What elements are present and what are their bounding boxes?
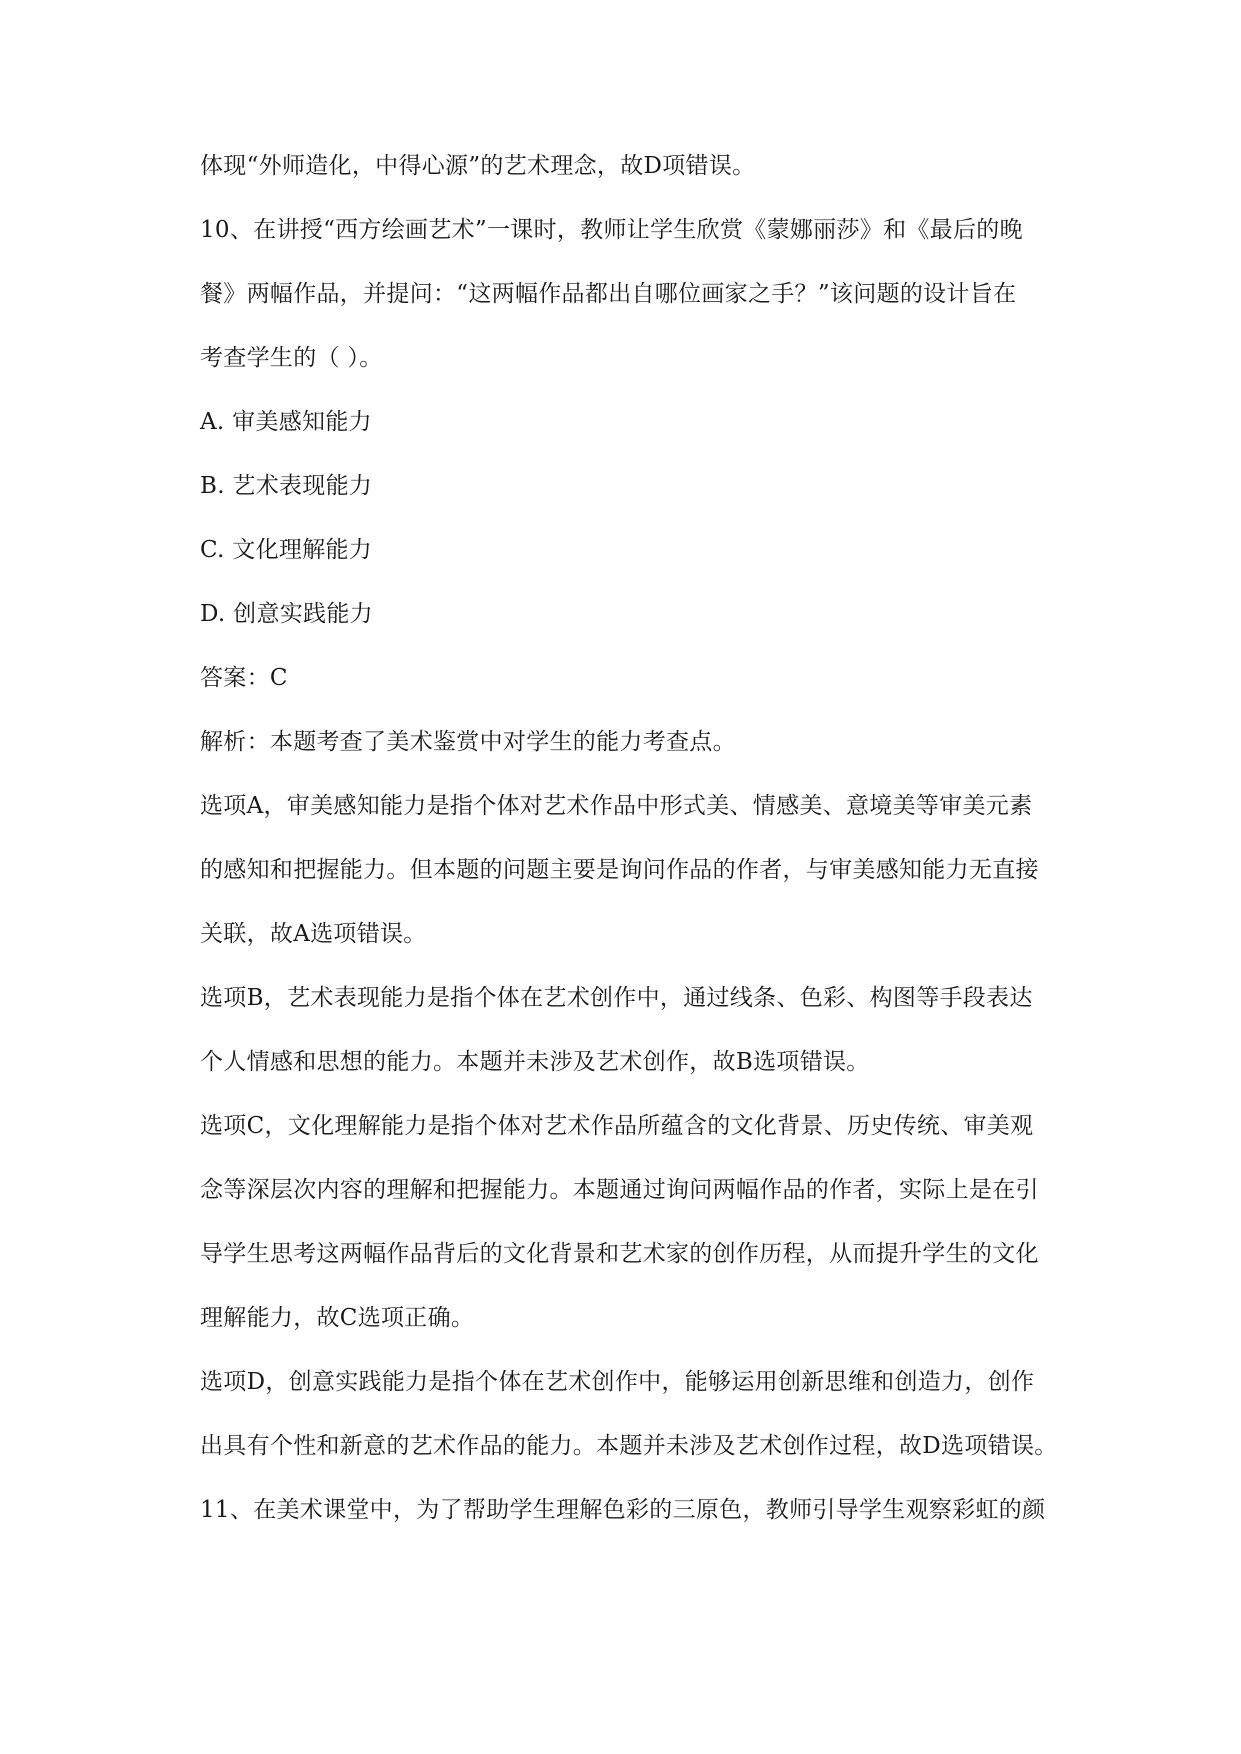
option-a: A. 审美感知能力 xyxy=(200,409,372,435)
analysis-line: 解析：本题考查了美术鉴赏中对学生的能力考查点。 xyxy=(200,729,736,755)
question-11-line: 11、在美术课堂中，为了帮助学生理解色彩的三原色，教师引导学生观察彩虹的颜 xyxy=(200,1497,1046,1523)
text-line: 关联，故A选项错误。 xyxy=(200,921,427,947)
question-10-line: 10、在讲授“西方绘画艺术”一课时，教师让学生欣赏《蒙娜丽莎》和《最后的晚 xyxy=(200,217,1023,243)
text-line: 选项B，艺术表现能力是指个体在艺术创作中，通过线条、色彩、构图等手段表达 xyxy=(200,985,1033,1011)
text-line: 导学生思考这两幅作品背后的文化背景和艺术家的创作历程，从而提升学生的文化 xyxy=(200,1241,1039,1267)
answer-line: 答案：C xyxy=(200,665,288,691)
text-line: 出具有个性和新意的艺术作品的能力。本题并未涉及艺术创作过程，故D选项错误。 xyxy=(200,1433,1058,1459)
text-line: 理解能力，故C选项正确。 xyxy=(200,1305,475,1331)
text-line: 体现“外师造化，中得心源”的艺术理念，故D项错误。 xyxy=(200,153,756,179)
text-line: 考查学生的（ ）。 xyxy=(200,345,383,371)
option-d: D. 创意实践能力 xyxy=(200,601,373,627)
text-line: 选项D，创意实践能力是指个体在艺术创作中，能够运用创新思维和创造力，创作 xyxy=(200,1369,1035,1395)
text-line: 餐》两幅作品，并提问：“这两幅作品都出自哪位画家之手？”该问题的设计旨在 xyxy=(200,281,1017,307)
option-b: B. 艺术表现能力 xyxy=(200,473,373,499)
text-line: 的感知和把握能力。但本题的问题主要是询问作品的作者，与审美感知能力无直接 xyxy=(200,857,1039,883)
text-line: 选项A，审美感知能力是指个体对艺术作品中形式美、情感美、意境美等审美元素 xyxy=(200,793,1033,819)
text-line: 选项C，文化理解能力是指个体对艺术作品所蕴含的文化背景、历史传统、审美观 xyxy=(200,1113,1034,1139)
option-c: C. 文化理解能力 xyxy=(200,537,373,563)
text-line: 个人情感和思想的能力。本题并未涉及艺术创作，故B选项错误。 xyxy=(200,1049,870,1075)
text-line: 念等深层次内容的理解和把握能力。本题通过询问两幅作品的作者，实际上是在引 xyxy=(200,1177,1039,1203)
